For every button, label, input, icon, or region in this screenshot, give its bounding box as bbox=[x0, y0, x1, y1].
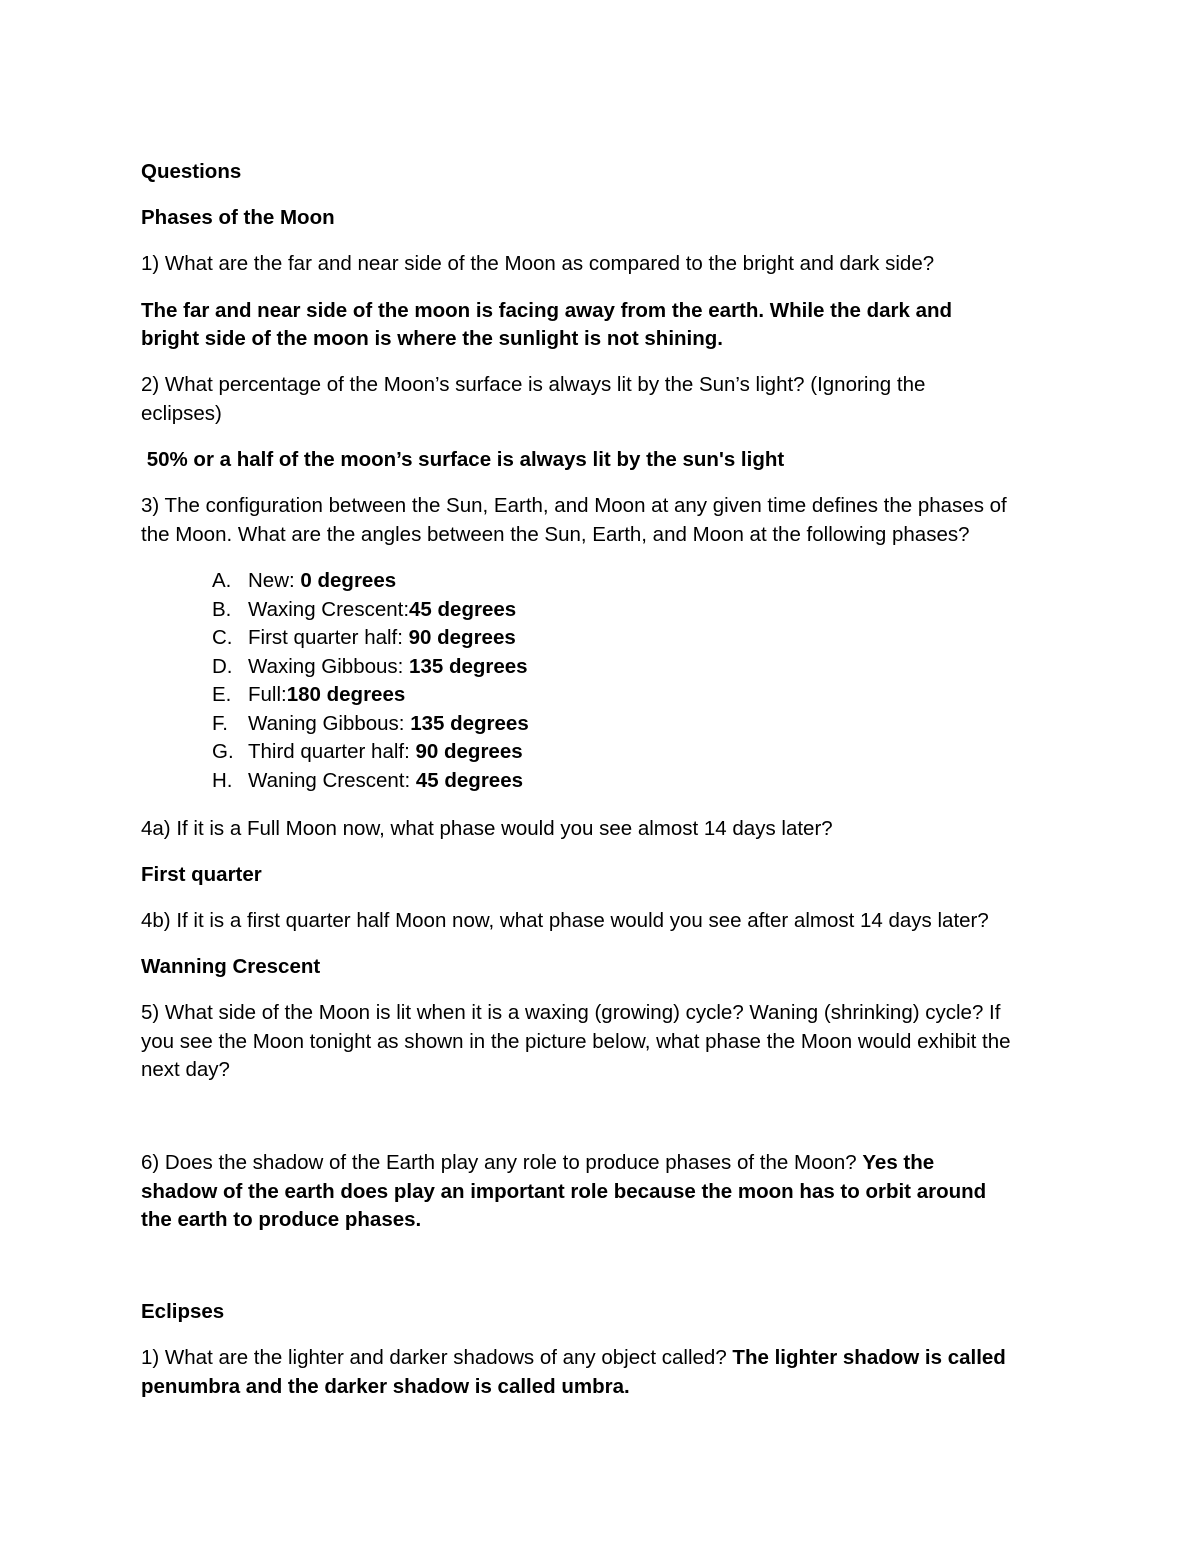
question-5-line-2: you see the Moon tonight as shown in the picture below, what phase the Moon would exhibit the bbox=[141, 1030, 1011, 1053]
answer-6-line-2: shadow of the earth does play an important role because the moon has to orbit around bbox=[141, 1180, 987, 1203]
eclipse-answer-1-line-2: penumbra and the darker shadow is called umbra. bbox=[141, 1375, 630, 1398]
answer-4a: First quarter bbox=[141, 863, 262, 886]
questions-heading: Questions bbox=[141, 160, 242, 183]
phase-angle: 135 degrees bbox=[409, 654, 528, 678]
list-letter: H. bbox=[212, 768, 233, 792]
phase-label: Third quarter half: bbox=[248, 740, 416, 763]
phase-item bbox=[212, 681, 405, 710]
answer-4b: Wanning Crescent bbox=[141, 955, 321, 978]
list-letter: B. bbox=[212, 597, 232, 621]
list-letter: E. bbox=[212, 683, 232, 706]
question-2-line-1: 2) What percentage of the Moon’s surface is always lit by the Sun’s light? (Ignoring the bbox=[141, 373, 926, 396]
answer-6-part-1: Yes the bbox=[862, 1151, 935, 1174]
phase-angle: 135 degrees bbox=[410, 711, 529, 735]
phase-label: Waning Gibbous: bbox=[248, 711, 411, 735]
question-6: 6) Does the shadow of the Earth play any role to produce phases of the Moon? bbox=[141, 1151, 863, 1174]
question-6-line-1 bbox=[141, 1149, 1071, 1178]
question-4a: 4a) If it is a Full Moon now, what phase would you see almost 14 days later? bbox=[141, 817, 833, 840]
phase-angle: 0 degrees bbox=[300, 569, 397, 592]
question-2-line-2: eclipses) bbox=[141, 402, 222, 425]
phase-angle: 180 degrees bbox=[286, 683, 406, 706]
answer-1-line-2: bright side of the moon is where the sunlight is not shining. bbox=[141, 327, 723, 350]
phase-label: Waning Crescent: bbox=[248, 768, 416, 792]
question-1: 1) What are the far and near side of the Moon as compared to the bright and dark side? bbox=[141, 252, 935, 275]
phase-item bbox=[212, 624, 516, 653]
eclipses-section-heading: Eclipses bbox=[141, 1300, 225, 1323]
question-5-line-1: 5) What side of the Moon is lit when it is a waxing (growing) cycle? Waning (shrinking) cycle? If bbox=[141, 1001, 1001, 1024]
list-letter: C. bbox=[212, 626, 233, 649]
phase-item bbox=[212, 738, 523, 767]
question-5-line-3: next day? bbox=[141, 1058, 230, 1081]
phase-label: New: bbox=[248, 569, 301, 592]
list-letter: G. bbox=[212, 740, 234, 763]
phase-angle: 45 degrees bbox=[415, 768, 523, 792]
phase-angle: 45 degrees bbox=[409, 597, 517, 621]
phase-item bbox=[212, 710, 529, 739]
question-3-line-1: 3) The configuration between the Sun, Earth, and Moon at any given time defines the phases of bbox=[141, 494, 1007, 517]
answer-1-line-1: The far and near side of the moon is facing away from the earth. While the dark and bbox=[141, 299, 953, 322]
answer-2: 50% or a half of the moon’s surface is always lit by the sun's light bbox=[141, 448, 785, 471]
list-letter: F. bbox=[212, 711, 228, 735]
phase-label: Full: bbox=[248, 683, 287, 706]
phase-label: Waxing Gibbous: bbox=[248, 654, 410, 678]
question-4b: 4b) If it is a first quarter half Moon now, what phase would you see after almost 14 days later? bbox=[141, 909, 989, 932]
list-letter: D. bbox=[212, 654, 233, 678]
list-letter: A. bbox=[212, 569, 232, 592]
phase-item bbox=[212, 567, 396, 596]
phase-item bbox=[212, 596, 516, 625]
eclipse-question-1-line-1 bbox=[141, 1344, 1071, 1373]
phase-angle: 90 degrees bbox=[415, 740, 523, 763]
phase-label: Waxing Crescent: bbox=[248, 597, 410, 621]
eclipse-question-1: 1) What are the lighter and darker shadows of any object called? bbox=[141, 1346, 733, 1369]
phase-angle: 90 degrees bbox=[408, 626, 516, 649]
question-3-line-2: the Moon. What are the angles between the Sun, Earth, and Moon at the following phases? bbox=[141, 523, 970, 546]
phase-item bbox=[212, 767, 523, 796]
phase-item bbox=[212, 653, 528, 682]
phase-label: First quarter half: bbox=[248, 626, 409, 649]
eclipse-answer-1-part-1: The lighter shadow is called bbox=[732, 1346, 1006, 1369]
phases-section-heading: Phases of the Moon bbox=[141, 206, 335, 229]
answer-6-line-3: the earth to produce phases. bbox=[141, 1208, 422, 1231]
